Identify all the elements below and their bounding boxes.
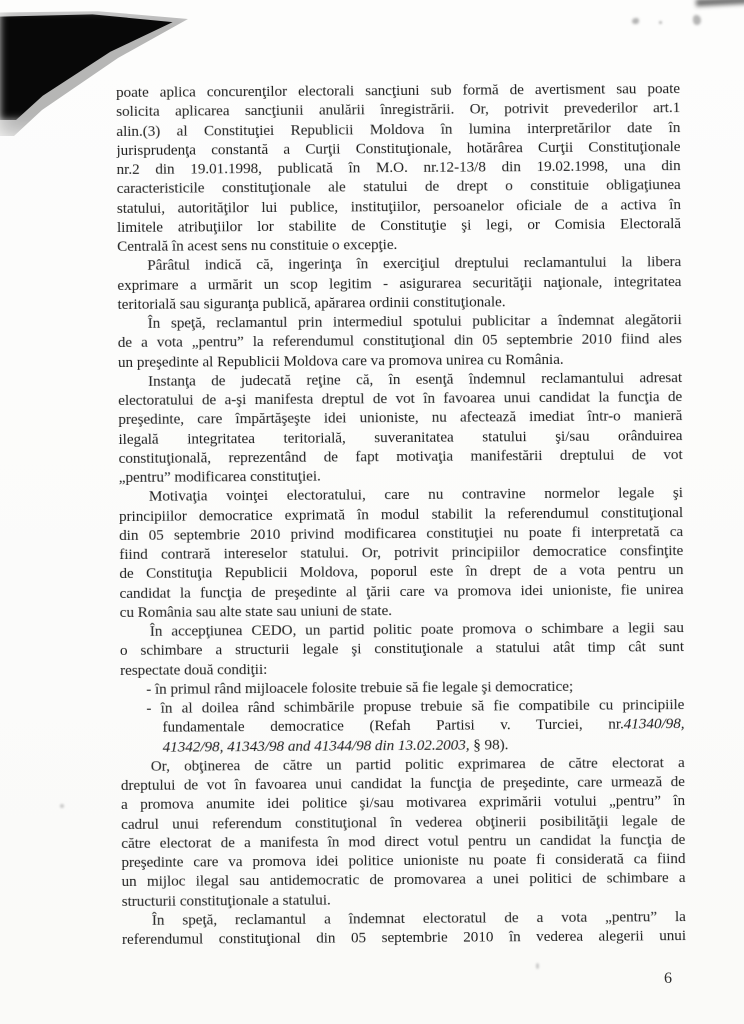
text-line: cadrul unui referendum constituţional în vederea obţinerii posibilităţii legale de xyxy=(121,811,686,833)
text-line: Or, obţinerea de către un partid politic exprimarea de către electorat a xyxy=(150,753,685,775)
paragraph xyxy=(122,907,686,949)
scan-edge-artifact xyxy=(696,0,744,6)
text-line: de a vota „pentru” la referendumul constituţional din 05 septembrie 2010 fiind ales xyxy=(117,330,682,352)
text-line: cu România sau alte state sau uniuni de state. xyxy=(119,601,393,621)
paragraph xyxy=(118,310,682,372)
text-line: un preşedinte al Republicii Moldova care va promova unirea cu România. xyxy=(117,350,564,371)
text-line: preşedinte care va promova idei politice unioniste nu poate fi considerată ca fiind xyxy=(121,850,686,871)
text-line: fiind contrară intereselor statului. Or, potrivit principiilor democratice consfinţite xyxy=(119,542,684,563)
paragraph xyxy=(121,753,686,911)
text-line: dreptului de vot în favoarea unui candidat la funcţia de preşedinte, care urmează de xyxy=(120,773,685,794)
paragraph xyxy=(120,618,684,680)
text-line: Pârâtul indică că, ingerinţa în exerciţiul dreptului reclamantului la libera xyxy=(147,253,682,275)
paragraph xyxy=(119,483,684,622)
text-segment: fundamentale democratice (Refah Partisi v. Turciei, nr. xyxy=(162,715,624,736)
text-line: din 05 septembrie 2010 privind modificarea constituţiei nu poate fi interpretată ca xyxy=(119,522,684,544)
text-line: - în primul rând mijloacele folosite trebuie să fie legale şi democratice; xyxy=(146,677,574,698)
text-line: limitele atribuţiilor lor stabilite de Constituţie şi legi, or Comisia Electorală xyxy=(116,214,682,236)
paragraph xyxy=(116,79,681,256)
text-line: caracteristicile constituţionale ale statului de drept o constituie obligaţiunea xyxy=(116,176,681,198)
text-line: principiilor democratice exprimată în modul stabilit la referendumul constituţional xyxy=(118,503,684,525)
smudge-mark xyxy=(536,963,539,969)
paragraph xyxy=(118,368,683,487)
text-line: poate aplica concurenţilor electorali sancţiuni sub formă de avertisment sau poate xyxy=(116,80,681,101)
text-line: respectate două condiţii: xyxy=(120,660,268,679)
smudge-mark xyxy=(693,15,701,25)
text-line xyxy=(120,714,684,737)
smudge-mark xyxy=(632,18,639,24)
text-line: statului, autorităţilor lui publice, instituţiilor, persoanelor oficiale de a activa în xyxy=(116,195,681,217)
document-body xyxy=(116,79,686,949)
text-line: constituţională, reprezentând de fapt motivaţia manifestării dreptului de vot xyxy=(118,445,683,467)
text-line: nr.2 din 19.01.1998, publicată în M.O. nr.12-13/8 din 19.02.1998, una din xyxy=(116,157,681,178)
text-line: În speţă, reclamantul prin intermediul spotului publicitar a îndemnat alegătorii xyxy=(147,311,682,332)
smudge-mark xyxy=(659,21,662,24)
text-line: candidat la funcţia de preşedinte al ţării care va promova idei unioniste, fie unirea xyxy=(119,580,684,602)
text-line: ilegală integritatea teritorială, suveranitatea statului şi/sau orânduirea xyxy=(118,426,683,448)
text-line: către electorat de a manifesta în mod direct votul pentru un candidat la funcţia de xyxy=(121,830,686,852)
text-line: teritorială sau siguranţa publică, apărarea ordinii constituţionale. xyxy=(117,293,506,313)
text-line: Instanţa de judecată reţine că, în esenţă îndemnul reclamantului adresat xyxy=(148,368,683,390)
paragraph xyxy=(117,252,681,314)
text-line: Motivaţia voinţei electoratului, care nu contravine normelor legale şi xyxy=(148,484,683,506)
text-line: „pentru” modificarea constituţiei. xyxy=(118,467,321,486)
page-number: 6 xyxy=(664,970,672,987)
text-line: un mijloc ilegal sau antidemocratic de promovarea a unei politici de schimbare a xyxy=(121,869,686,891)
text-line: referendumul constituţional din 05 septembrie 2010 în vederea alegerii unui xyxy=(121,927,687,948)
text-line: de Constituţia Republicii Moldova, poporul este în drept de a vota pentru un xyxy=(119,561,684,583)
paragraph xyxy=(120,695,684,757)
text-line: structurii constituţionale a statului. xyxy=(121,891,331,910)
text-line: jurisprudenţa constantă a Curţii Constituţionale, hotărârea Curţii Constituţionale xyxy=(116,137,681,159)
text-line: exprimare a urmărit un scop legitim - asigurarea securităţii naţionale, integritatea xyxy=(117,272,682,294)
text-segment: § 98). xyxy=(469,735,509,754)
case-citation-italic: 41340/98, xyxy=(623,715,685,733)
text-line: - în al doilea rând schimbările propuse trebuie să fie compatibile cu principiile xyxy=(146,696,685,717)
text-line: Centrală în acest sens nu constituie o excepţie. xyxy=(117,236,398,255)
text-line: electoratului de a-şi manifesta dreptul de vot în favoarea unui candidat la funcţia de xyxy=(118,388,683,409)
case-citation-italic: 41342/98, 41343/98 and 41344/98 din 13.02.2003, xyxy=(162,736,470,756)
smudge-mark xyxy=(60,804,64,808)
text-line: În accepţiunea CEDO, un partid politic poate promova o schimbare a legii sau xyxy=(149,619,684,640)
text-line: solicita aplicarea sancţiunii anulării înregistrării. Or, potrivit prevederilor art.1 xyxy=(116,99,681,121)
text-line: preşedinte, care împărtăşeşte idei unioniste, nu afectează imediat într-o manieră xyxy=(118,407,683,429)
text-line: În speţă, reclamantul a îndemnat electoratul de a vota „pentru” la xyxy=(151,907,686,929)
text-line: o schimbare a structurii legale şi constituţionale a statului atât timp cât sunt xyxy=(119,638,685,660)
text-line: alin.(3) al Constituţiei Republicii Moldova în lumina interpretărilor date în xyxy=(116,118,681,140)
text-line: a promova anumite idei politice şi/sau motivarea exprimării votului „pentru” în xyxy=(120,792,686,814)
